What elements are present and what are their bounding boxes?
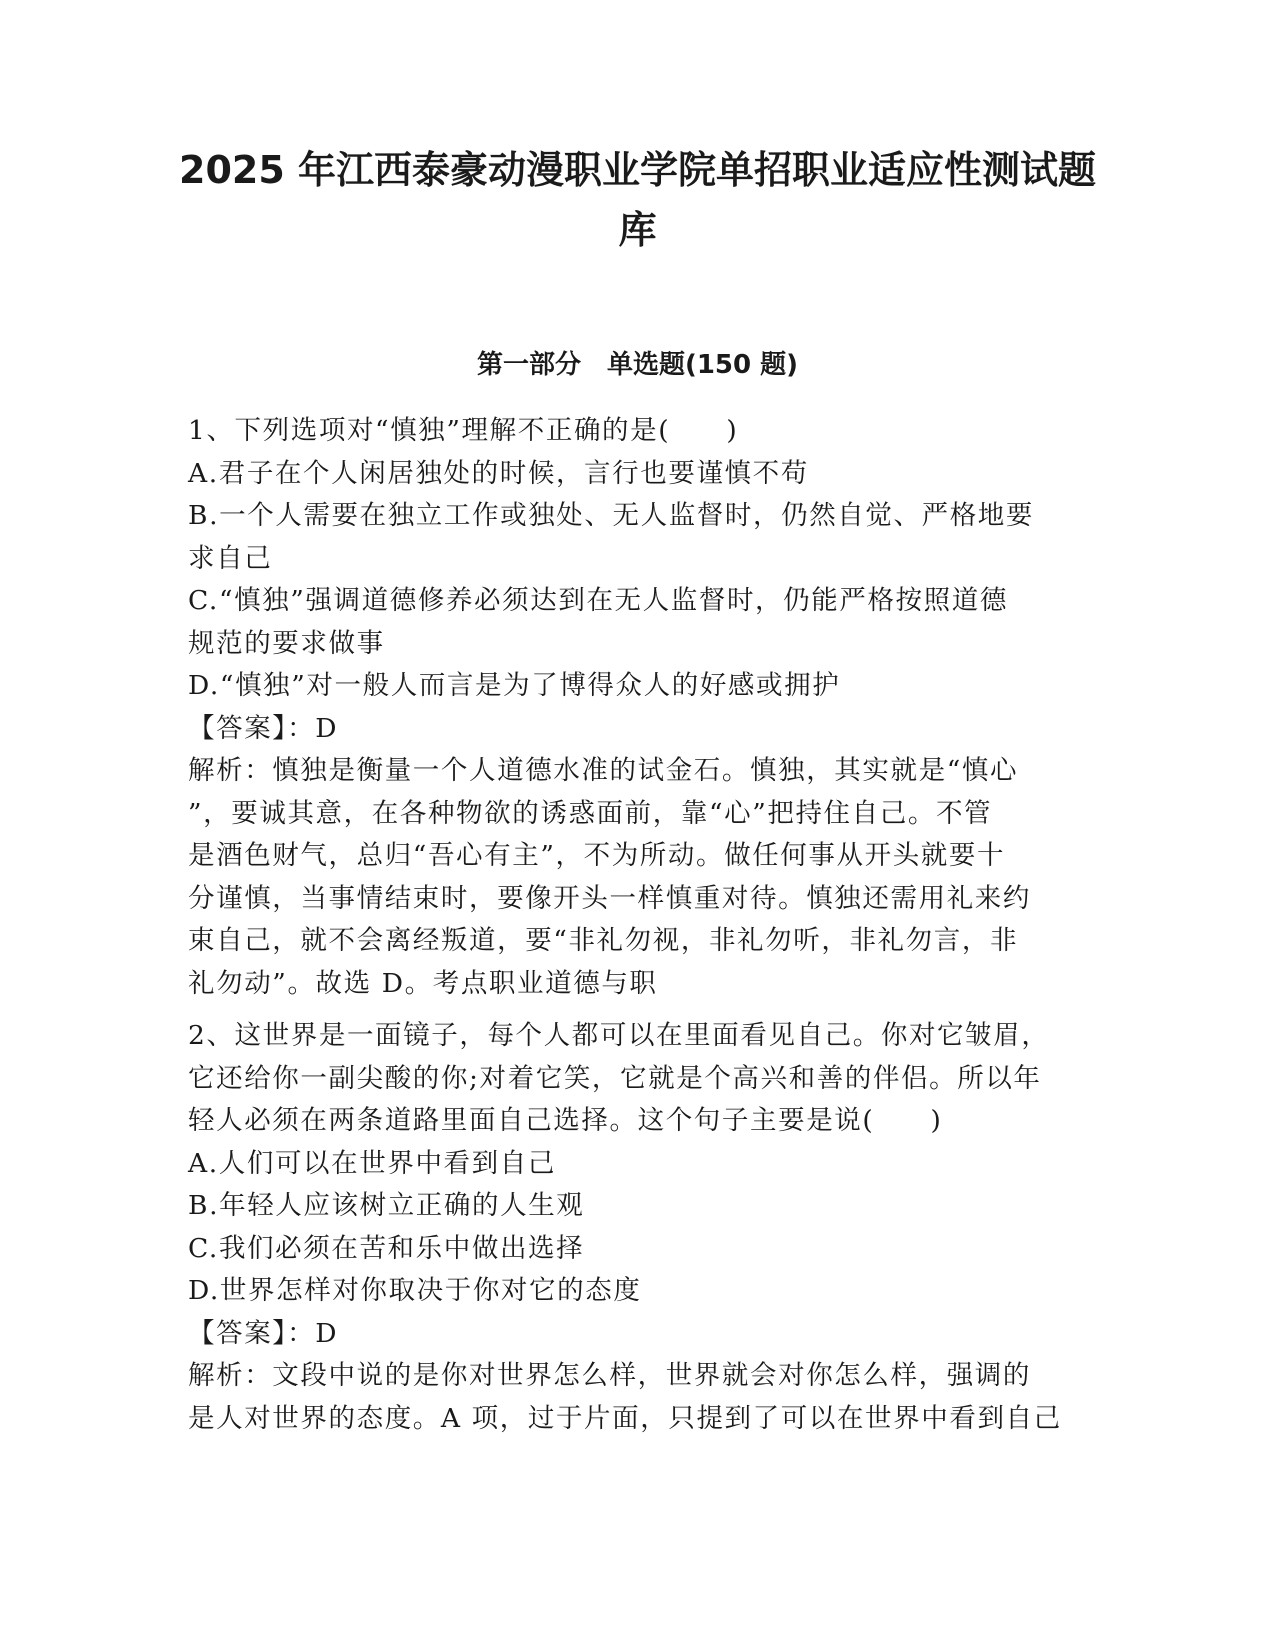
question-stem: 1、下列选项对“慎独”理解不正确的是( ) <box>188 415 739 446</box>
option-b: B.年轻人应该树立正确的人生观 <box>188 1190 585 1221</box>
question-stem: 轻人必须在两条道路里面自己选择。这个句子主要是说( ) <box>188 1105 943 1136</box>
option-a: A.君子在个人闲居独处的时候，言行也要谨慎不苟 <box>188 457 809 489</box>
option-d: D.世界怎样对你取决于你对它的态度 <box>188 1275 642 1306</box>
title-line: 库 <box>618 208 657 252</box>
option-c: C.“慎独”强调道德修养必须达到在无人监督时，仍能严格按照道德 <box>188 585 1008 616</box>
question-stem: 它还给你一副尖酸的你;对着它笑，它就是个高兴和善的伴侣。所以年 <box>188 1062 1042 1094</box>
question-1 <box>188 410 1088 1005</box>
title-line: 2025 年江西泰豪动漫职业学院单招职业适应性测试题 <box>179 148 1096 192</box>
analysis-line: 分谨慎，当事情结束时，要像开头一样慎重对待。慎独还需用礼来约 <box>188 882 1031 914</box>
option-c-continued: 规范的要求做事 <box>188 627 385 659</box>
option-d: D.“慎独”对一般人而言是为了博得众人的好感或拥护 <box>188 670 841 701</box>
option-b: B.一个人需要在独立工作或独处、无人监督时，仍然自觉、严格地要 <box>188 500 1034 531</box>
analysis-line: 是人对世界的态度。A 项，过于片面，只提到了可以在世界中看到自己 <box>188 1402 1062 1434</box>
answer-line: 【答案】：D <box>188 1317 339 1349</box>
analysis-line: 解析：慎独是衡量一个人道德水准的试金石。慎独，其实就是“慎心 <box>188 755 1019 786</box>
option-b-continued: 求自己 <box>188 542 273 574</box>
section-heading: 第一部分 单选题(150 题) <box>476 350 799 380</box>
answer-line: 【答案】：D <box>188 712 339 744</box>
option-a: A.人们可以在世界中看到自己 <box>188 1147 556 1179</box>
option-c: C.我们必须在苦和乐中做出选择 <box>188 1232 585 1264</box>
analysis-line: 是酒色财气，总归“吾心有主”，不为所动。做任何事从开头就要十 <box>188 840 1006 871</box>
analysis-line: 束自己，就不会离经叛道，要“非礼勿视，非礼勿听，非礼勿言，非 <box>188 925 1019 956</box>
question-spacer <box>188 1005 1088 1015</box>
question-stem: 2、这世界是一面镜子，每个人都可以在里面看见自己。你对它皱眉， <box>188 1020 1050 1051</box>
analysis-line: 礼勿动”。故选 D。考点职业道德与职 <box>188 967 658 999</box>
analysis-line: 解析：文段中说的是你对世界怎么样，世界就会对你怎么样，强调的 <box>188 1360 1031 1391</box>
analysis-line: ”，要诚其意，在各种物欲的诱惑面前，靠“心”把持住自己。不管 <box>188 797 993 829</box>
question-2 <box>188 1015 1088 1440</box>
question-list <box>188 410 1088 1440</box>
document-title <box>150 140 1125 260</box>
